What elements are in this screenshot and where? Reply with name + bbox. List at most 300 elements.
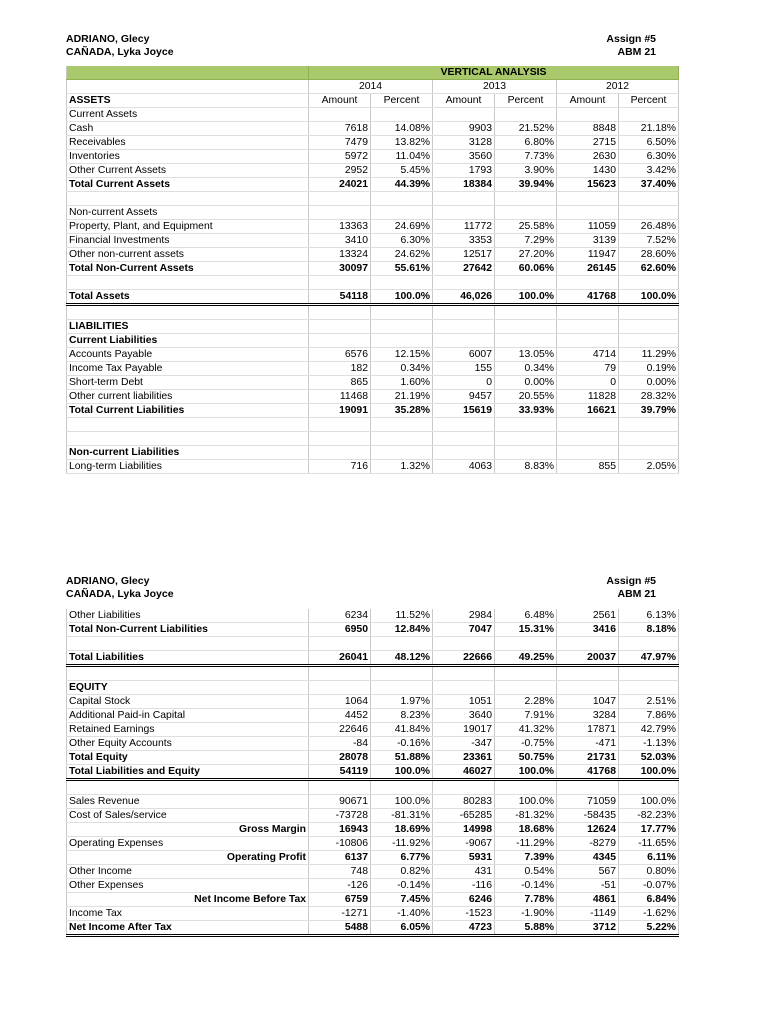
row-label: Retained Earnings — [67, 723, 309, 737]
amount-cell: 20037 — [557, 651, 619, 666]
row-label: Total Current Assets — [67, 178, 309, 192]
amount-cell: 6576 — [309, 348, 371, 362]
amount-cell: 2561 — [557, 609, 619, 623]
percent-cell — [619, 637, 679, 651]
percent-cell: 100.0% — [371, 795, 433, 809]
percent-cell: -1.13% — [619, 737, 679, 751]
percent-cell: 12.84% — [371, 623, 433, 637]
row-label: Sales Revenue — [67, 795, 309, 809]
row-label — [67, 666, 309, 681]
percent-cell: 0.34% — [371, 362, 433, 376]
percent-cell — [371, 276, 433, 290]
amount-cell — [557, 637, 619, 651]
amount-cell — [557, 320, 619, 334]
percent-cell — [371, 418, 433, 432]
amount-cell — [309, 320, 371, 334]
amount-cell: 14998 — [433, 823, 495, 837]
row-label: Total Liabilities — [67, 651, 309, 666]
amount-cell: 24021 — [309, 178, 371, 192]
table-row — [67, 851, 679, 865]
percent-cell: 2.05% — [619, 460, 679, 474]
table-title: VERTICAL ANALYSIS — [309, 66, 679, 80]
table-row — [67, 376, 679, 390]
amount-cell: 22646 — [309, 723, 371, 737]
amount-cell: 6007 — [433, 348, 495, 362]
amount-cell: 155 — [433, 362, 495, 376]
spacer-row — [67, 637, 679, 651]
amount-cell: 11947 — [557, 248, 619, 262]
percent-cell — [619, 780, 679, 795]
percent-cell: 51.88% — [371, 751, 433, 765]
percent-cell: -0.75% — [495, 737, 557, 751]
percent-cell: 11.04% — [371, 150, 433, 164]
percent-cell: 60.06% — [495, 262, 557, 276]
percent-cell: 7.29% — [495, 234, 557, 248]
table-row — [67, 220, 679, 234]
percent-cell: 18.68% — [495, 823, 557, 837]
percent-cell: 5.22% — [619, 921, 679, 936]
amount-cell: 4452 — [309, 709, 371, 723]
percent-cell — [495, 334, 557, 348]
amount-cell — [309, 108, 371, 122]
amount-cell — [433, 334, 495, 348]
percent-cell: 12.15% — [371, 348, 433, 362]
amount-cell: 3640 — [433, 709, 495, 723]
amount-cell: 1430 — [557, 164, 619, 178]
amount-cell: 431 — [433, 865, 495, 879]
row-label: Financial Investments — [67, 234, 309, 248]
table-row — [67, 695, 679, 709]
spacer-row — [67, 780, 679, 795]
percent-cell: 15.31% — [495, 623, 557, 637]
student-names — [66, 575, 174, 601]
amount-cell: 6137 — [309, 851, 371, 865]
amount-cell: 4861 — [557, 893, 619, 907]
percent-cell — [371, 320, 433, 334]
percent-cell: -81.31% — [371, 809, 433, 823]
percent-cell — [619, 320, 679, 334]
year-2014: 2014 — [309, 80, 433, 94]
percent-cell: 42.79% — [619, 723, 679, 737]
amount-cell: 3128 — [433, 136, 495, 150]
amount-cell: -9067 — [433, 837, 495, 851]
amount-cell: -58435 — [557, 809, 619, 823]
row-label: Net Income Before Tax — [67, 893, 309, 907]
table-row — [67, 320, 679, 334]
percent-cell: 41.32% — [495, 723, 557, 737]
year-2013: 2013 — [433, 80, 557, 94]
percent-cell — [619, 681, 679, 695]
amount-cell — [557, 666, 619, 681]
amount-cell: 79 — [557, 362, 619, 376]
percent-cell: 0.00% — [619, 376, 679, 390]
amount-cell: 15623 — [557, 178, 619, 192]
amount-cell — [557, 681, 619, 695]
row-label: Inventories — [67, 150, 309, 164]
amount-cell: 6759 — [309, 893, 371, 907]
percent-cell — [371, 108, 433, 122]
table-row — [67, 709, 679, 723]
amount-cell: 19017 — [433, 723, 495, 737]
amount-cell: 41768 — [557, 765, 619, 780]
amount-cell: 11828 — [557, 390, 619, 404]
amount-cell — [557, 334, 619, 348]
amount-cell: 26145 — [557, 262, 619, 276]
amount-cell: 12517 — [433, 248, 495, 262]
percent-cell: 0.34% — [495, 362, 557, 376]
row-label: Non-current Liabilities — [67, 446, 309, 460]
amount-cell: 5931 — [433, 851, 495, 865]
table-row — [67, 164, 679, 178]
row-label: Total Non-Current Assets — [67, 262, 309, 276]
amount-cell: 46027 — [433, 765, 495, 780]
amount-cell: -347 — [433, 737, 495, 751]
percent-cell: 2.28% — [495, 695, 557, 709]
amount-cell: 28078 — [309, 751, 371, 765]
amount-cell: 7618 — [309, 122, 371, 136]
amount-cell: 6234 — [309, 609, 371, 623]
amount-cell — [309, 305, 371, 320]
amount-cell: 54119 — [309, 765, 371, 780]
amount-cell: 5972 — [309, 150, 371, 164]
row-label: Property, Plant, and Equipment — [67, 220, 309, 234]
percent-cell — [495, 192, 557, 206]
amount-cell: -1271 — [309, 907, 371, 921]
percent-cell — [619, 192, 679, 206]
percent-cell — [619, 305, 679, 320]
table-row — [67, 921, 679, 936]
row-label: Receivables — [67, 136, 309, 150]
amount-cell: 21731 — [557, 751, 619, 765]
row-label: Cash — [67, 122, 309, 136]
table-row — [67, 879, 679, 893]
amount-cell: 0 — [433, 376, 495, 390]
percent-cell: 37.40% — [619, 178, 679, 192]
percent-cell — [619, 446, 679, 460]
percent-cell: 33.93% — [495, 404, 557, 418]
amount-cell — [433, 432, 495, 446]
percent-cell: 100.0% — [619, 765, 679, 780]
section-label: ABM 21 — [617, 46, 656, 58]
percent-cell — [495, 108, 557, 122]
amount-cell: 13363 — [309, 220, 371, 234]
amount-cell — [557, 276, 619, 290]
amount-cell: 1793 — [433, 164, 495, 178]
amount-cell: 23361 — [433, 751, 495, 765]
percent-cell: 100.0% — [371, 290, 433, 305]
percent-cell: 7.86% — [619, 709, 679, 723]
amount-cell: 3284 — [557, 709, 619, 723]
column-header-row — [67, 94, 679, 108]
amount-cell: 7047 — [433, 623, 495, 637]
percent-cell: 6.11% — [619, 851, 679, 865]
amount-cell — [309, 637, 371, 651]
percent-cell: 24.69% — [371, 220, 433, 234]
percent-cell: 50.75% — [495, 751, 557, 765]
percent-cell: 24.62% — [371, 248, 433, 262]
percent-cell: 6.30% — [619, 150, 679, 164]
row-label: Non-current Assets — [67, 206, 309, 220]
percent-cell: 14.08% — [371, 122, 433, 136]
percent-cell: 1.60% — [371, 376, 433, 390]
amount-cell: -1149 — [557, 907, 619, 921]
row-label: Additional Paid-in Capital — [67, 709, 309, 723]
row-label — [67, 192, 309, 206]
year-2012: 2012 — [557, 80, 679, 94]
row-label — [67, 637, 309, 651]
spacer-row — [67, 276, 679, 290]
amount-cell — [557, 432, 619, 446]
amount-cell — [557, 418, 619, 432]
table-row — [67, 108, 679, 122]
percent-cell: 52.03% — [619, 751, 679, 765]
amount-cell — [557, 206, 619, 220]
percent-cell: 100.0% — [495, 795, 557, 809]
percent-cell: 39.79% — [619, 404, 679, 418]
row-label: Operating Profit — [67, 851, 309, 865]
percent-cell — [371, 334, 433, 348]
percent-cell — [495, 446, 557, 460]
percent-cell: 6.77% — [371, 851, 433, 865]
percent-cell — [619, 432, 679, 446]
amount-cell: 2630 — [557, 150, 619, 164]
percent-cell: 35.28% — [371, 404, 433, 418]
percent-cell: -0.14% — [495, 879, 557, 893]
table-row — [67, 122, 679, 136]
percent-cell — [495, 681, 557, 695]
amount-cell: -1523 — [433, 907, 495, 921]
percent-cell: 13.05% — [495, 348, 557, 362]
percent-cell: 7.78% — [495, 893, 557, 907]
percent-cell: -1.62% — [619, 907, 679, 921]
amount-cell: 19091 — [309, 404, 371, 418]
percent-cell: 7.73% — [495, 150, 557, 164]
col-amount: Amount — [557, 94, 619, 108]
amount-cell — [557, 780, 619, 795]
amount-cell: 17871 — [557, 723, 619, 737]
amount-cell: 8848 — [557, 122, 619, 136]
amount-cell — [309, 276, 371, 290]
percent-cell — [371, 305, 433, 320]
percent-cell: 1.97% — [371, 695, 433, 709]
percent-cell: 0.00% — [495, 376, 557, 390]
col-percent: Percent — [371, 94, 433, 108]
row-label: Income Tax Payable — [67, 362, 309, 376]
row-label: Other Liabilities — [67, 609, 309, 623]
spacer-row — [67, 432, 679, 446]
amount-cell: 5488 — [309, 921, 371, 936]
row-label: LIABILITIES — [67, 320, 309, 334]
row-label — [67, 418, 309, 432]
percent-cell: 44.39% — [371, 178, 433, 192]
amount-cell — [557, 446, 619, 460]
amount-cell: 15619 — [433, 404, 495, 418]
percent-cell: 8.18% — [619, 623, 679, 637]
amount-cell: 18384 — [433, 178, 495, 192]
percent-cell — [619, 418, 679, 432]
assignment-info — [606, 33, 656, 59]
row-label: Current Liabilities — [67, 334, 309, 348]
amount-cell: 12624 — [557, 823, 619, 837]
percent-cell: 11.52% — [371, 609, 433, 623]
row-label: Other current liabilities — [67, 390, 309, 404]
amount-cell — [433, 108, 495, 122]
percent-cell: 0.82% — [371, 865, 433, 879]
percent-cell: 28.32% — [619, 390, 679, 404]
amount-cell: 9457 — [433, 390, 495, 404]
percent-cell: 49.25% — [495, 651, 557, 666]
percent-cell: 25.58% — [495, 220, 557, 234]
col-amount: Amount — [433, 94, 495, 108]
row-label: Cost of Sales/service — [67, 809, 309, 823]
table-row — [67, 348, 679, 362]
row-label: Total Liabilities and Equity — [67, 765, 309, 780]
amount-cell — [309, 446, 371, 460]
percent-cell: 100.0% — [371, 765, 433, 780]
percent-cell — [371, 681, 433, 695]
amount-cell — [309, 334, 371, 348]
amount-cell: 46,026 — [433, 290, 495, 305]
table-row — [67, 248, 679, 262]
spacer-row — [67, 418, 679, 432]
row-label: Current Assets — [67, 108, 309, 122]
percent-cell: 39.94% — [495, 178, 557, 192]
percent-cell — [371, 432, 433, 446]
percent-cell: 27.20% — [495, 248, 557, 262]
amount-cell: 4723 — [433, 921, 495, 936]
percent-cell: 18.69% — [371, 823, 433, 837]
section-label: ABM 21 — [617, 588, 656, 600]
table-row — [67, 390, 679, 404]
amount-cell — [557, 305, 619, 320]
amount-cell: 11059 — [557, 220, 619, 234]
table-row — [67, 765, 679, 780]
percent-cell: 7.39% — [495, 851, 557, 865]
percent-cell — [495, 305, 557, 320]
percent-cell: 21.52% — [495, 122, 557, 136]
percent-cell: 6.30% — [371, 234, 433, 248]
amount-cell: 716 — [309, 460, 371, 474]
table-row — [67, 893, 679, 907]
percent-cell — [619, 334, 679, 348]
table-row — [67, 837, 679, 851]
percent-cell: 5.45% — [371, 164, 433, 178]
table-row — [67, 150, 679, 164]
row-label: Total Current Liabilities — [67, 404, 309, 418]
amount-cell: 2952 — [309, 164, 371, 178]
percent-cell: 6.84% — [619, 893, 679, 907]
amount-cell — [309, 666, 371, 681]
row-label: Total Equity — [67, 751, 309, 765]
row-label: Income Tax — [67, 907, 309, 921]
amount-cell: 54118 — [309, 290, 371, 305]
percent-cell: 0.54% — [495, 865, 557, 879]
amount-cell: 26041 — [309, 651, 371, 666]
percent-cell: -81.32% — [495, 809, 557, 823]
amount-cell — [433, 206, 495, 220]
row-label: EQUITY — [67, 681, 309, 695]
amount-cell: 2715 — [557, 136, 619, 150]
row-label — [67, 432, 309, 446]
row-label: Other Income — [67, 865, 309, 879]
percent-cell: 2.51% — [619, 695, 679, 709]
table-row — [67, 737, 679, 751]
percent-cell: 28.60% — [619, 248, 679, 262]
percent-cell: 7.45% — [371, 893, 433, 907]
amount-cell: -84 — [309, 737, 371, 751]
col-percent: Percent — [619, 94, 679, 108]
percent-cell — [495, 666, 557, 681]
assets-heading: ASSETS — [67, 94, 309, 108]
amount-cell: 1051 — [433, 695, 495, 709]
row-label: Long-term Liabilities — [67, 460, 309, 474]
percent-cell: -1.40% — [371, 907, 433, 921]
row-label: Total Assets — [67, 290, 309, 305]
amount-cell — [433, 780, 495, 795]
amount-cell: 4714 — [557, 348, 619, 362]
amount-cell: 3712 — [557, 921, 619, 936]
table-row — [67, 907, 679, 921]
amount-cell: 11772 — [433, 220, 495, 234]
amount-cell: 6950 — [309, 623, 371, 637]
amount-cell: -10806 — [309, 837, 371, 851]
amount-cell: 2984 — [433, 609, 495, 623]
table-row — [67, 446, 679, 460]
amount-cell: 3353 — [433, 234, 495, 248]
row-label: Short-term Debt — [67, 376, 309, 390]
row-label — [67, 305, 309, 320]
percent-cell: 6.05% — [371, 921, 433, 936]
percent-cell: 3.90% — [495, 164, 557, 178]
table-row — [67, 362, 679, 376]
amount-cell: 80283 — [433, 795, 495, 809]
amount-cell — [433, 637, 495, 651]
amount-cell — [309, 681, 371, 695]
amount-cell: 27642 — [433, 262, 495, 276]
table-row — [67, 234, 679, 248]
percent-cell: 26.48% — [619, 220, 679, 234]
student-name: CAÑADA, Lyka Joyce — [66, 588, 174, 600]
amount-cell: 90671 — [309, 795, 371, 809]
row-label: Accounts Payable — [67, 348, 309, 362]
spacer-row — [67, 192, 679, 206]
row-label — [67, 780, 309, 795]
table-row — [67, 609, 679, 623]
amount-cell — [433, 320, 495, 334]
percent-cell — [495, 320, 557, 334]
percent-cell — [495, 206, 557, 220]
percent-cell: 41.84% — [371, 723, 433, 737]
table-row — [67, 681, 679, 695]
percent-cell: 7.52% — [619, 234, 679, 248]
amount-cell: 7479 — [309, 136, 371, 150]
amount-cell: -116 — [433, 879, 495, 893]
amount-cell: -51 — [557, 879, 619, 893]
amount-cell — [433, 305, 495, 320]
percent-cell: -0.07% — [619, 879, 679, 893]
row-label: Other non-current assets — [67, 248, 309, 262]
spacer-row — [67, 666, 679, 681]
page-header — [66, 575, 656, 603]
amount-cell: -65285 — [433, 809, 495, 823]
percent-cell: 7.91% — [495, 709, 557, 723]
table-row — [67, 865, 679, 879]
percent-cell: 21.18% — [619, 122, 679, 136]
table-row — [67, 751, 679, 765]
amount-cell: 4063 — [433, 460, 495, 474]
assignment-number: Assign #5 — [606, 575, 656, 587]
amount-cell: 182 — [309, 362, 371, 376]
